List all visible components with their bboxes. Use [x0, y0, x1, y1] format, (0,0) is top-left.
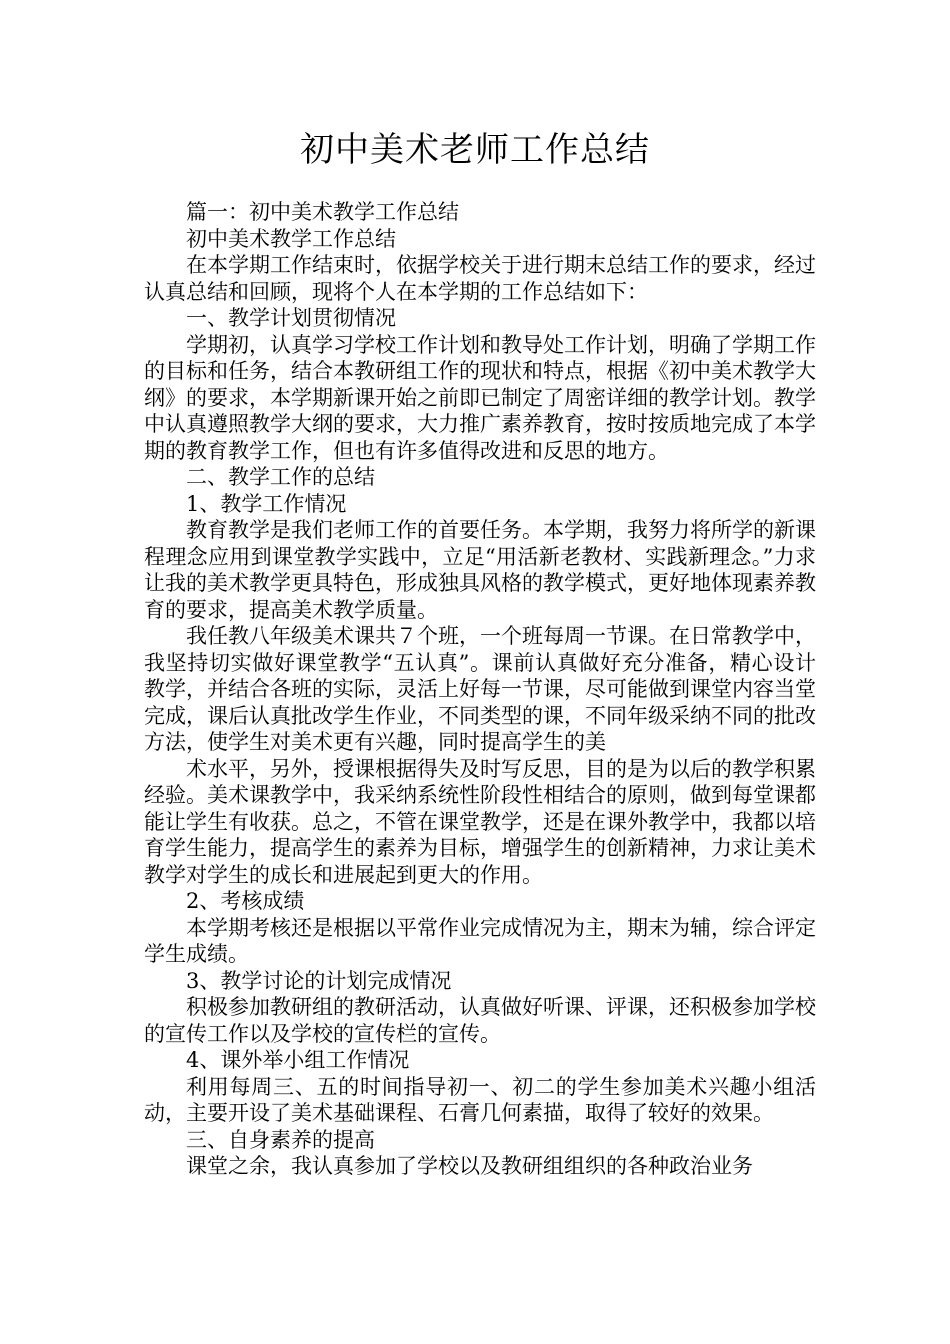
- body-paragraph: 积极参加教研组的教研活动，认真做好听课、评课，还积极参加学校的宣传工作以及学校的宣传栏的宣传。: [144, 995, 816, 1046]
- section-heading: 篇一：初中美术教学工作总结: [186, 200, 459, 224]
- document-body: [144, 199, 816, 1180]
- subtitle-heading: 初中美术教学工作总结: [186, 226, 396, 251]
- document-title: 初中美术老师工作总结: [300, 130, 650, 170]
- body-paragraph: 学期初，认真学习学校工作计划和教导处工作计划，明确了学期工作的目标和任务，结合本教研组工作的现状和特点，根据《初中美术教学大纲》的要求，本学期新课开始之前即已制定了周密详细的教学计划。教学中认真遵照教学大纲的要求，大力推广素养教育，按时按质地完成了本学期的教育教学工作，但也有许多值得改进和反思的地方。: [144, 332, 816, 463]
- subsection-heading: 4、课外举小组工作情况: [186, 1048, 410, 1072]
- body-paragraph: 课堂之余，我认真参加了学校以及教研组组织的各种政治业务: [186, 1154, 753, 1178]
- body-paragraph: 在本学期工作结束时，依据学校关于进行期末总结工作的要求，经过认真总结和回顾，现将个人在本学期的工作总结如下：: [144, 253, 816, 304]
- section-heading: 二、教学工作的总结: [186, 465, 375, 489]
- section-heading: 三、自身素养的提高: [186, 1127, 375, 1152]
- body-paragraph: 教育教学是我们老师工作的首要任务。本学期，我努力将所学的新课程理念应用到课堂教学实践中，立足“用活新老教材、实践新理念。”力求让我的美术教学更具特色，形成独具风格的教学模式，更好地体现素养教育的要求，提高美术教学质量。: [144, 518, 816, 622]
- body-paragraph: 术水平，另外，授课根据得失及时写反思，目的是为以后的教学积累经验。美术课教学中，我采纳系统性阶段性相结合的原则，做到每堂课都能让学生有收获。总之，不管在课堂教学，还是在课外教学中，我都以培育学生能力，提高学生的素养为目标，增强学生的创新精神，力求让美术教学对学生的成长和进展起到更大的作用。: [144, 756, 816, 887]
- subsection-heading: 2、考核成绩: [186, 889, 305, 913]
- body-paragraph: 本学期考核还是根据以平常作业完成情况为主，期末为辅，综合评定学生成绩。: [144, 915, 816, 966]
- body-paragraph: 我任教八年级美术课共７个班，一个班每周一节课。在日常教学中，我坚持切实做好课堂教学“五认真”。课前认真做好充分准备，精心设计教学，并结合各班的实际，灵活上好每一节课，尽可能做到课堂内容当堂完成，课后认真批改学生作业，不同类型的课，不同年级采纳不同的批改方法，使学生对美术更有兴趣，同时提高学生的美: [144, 624, 816, 754]
- subsection-heading: 3、教学讨论的计划完成情况: [186, 968, 452, 993]
- body-paragraph: 利用每周三、五的时间指导初一、初二的学生参加美术兴趣小组活动，主要开设了美术基础课程、石膏几何素描，取得了较好的效果。: [144, 1074, 816, 1125]
- section-heading: 一、教学计划贯彻情况: [186, 306, 396, 330]
- subsection-heading: 1、教学工作情况: [186, 491, 347, 516]
